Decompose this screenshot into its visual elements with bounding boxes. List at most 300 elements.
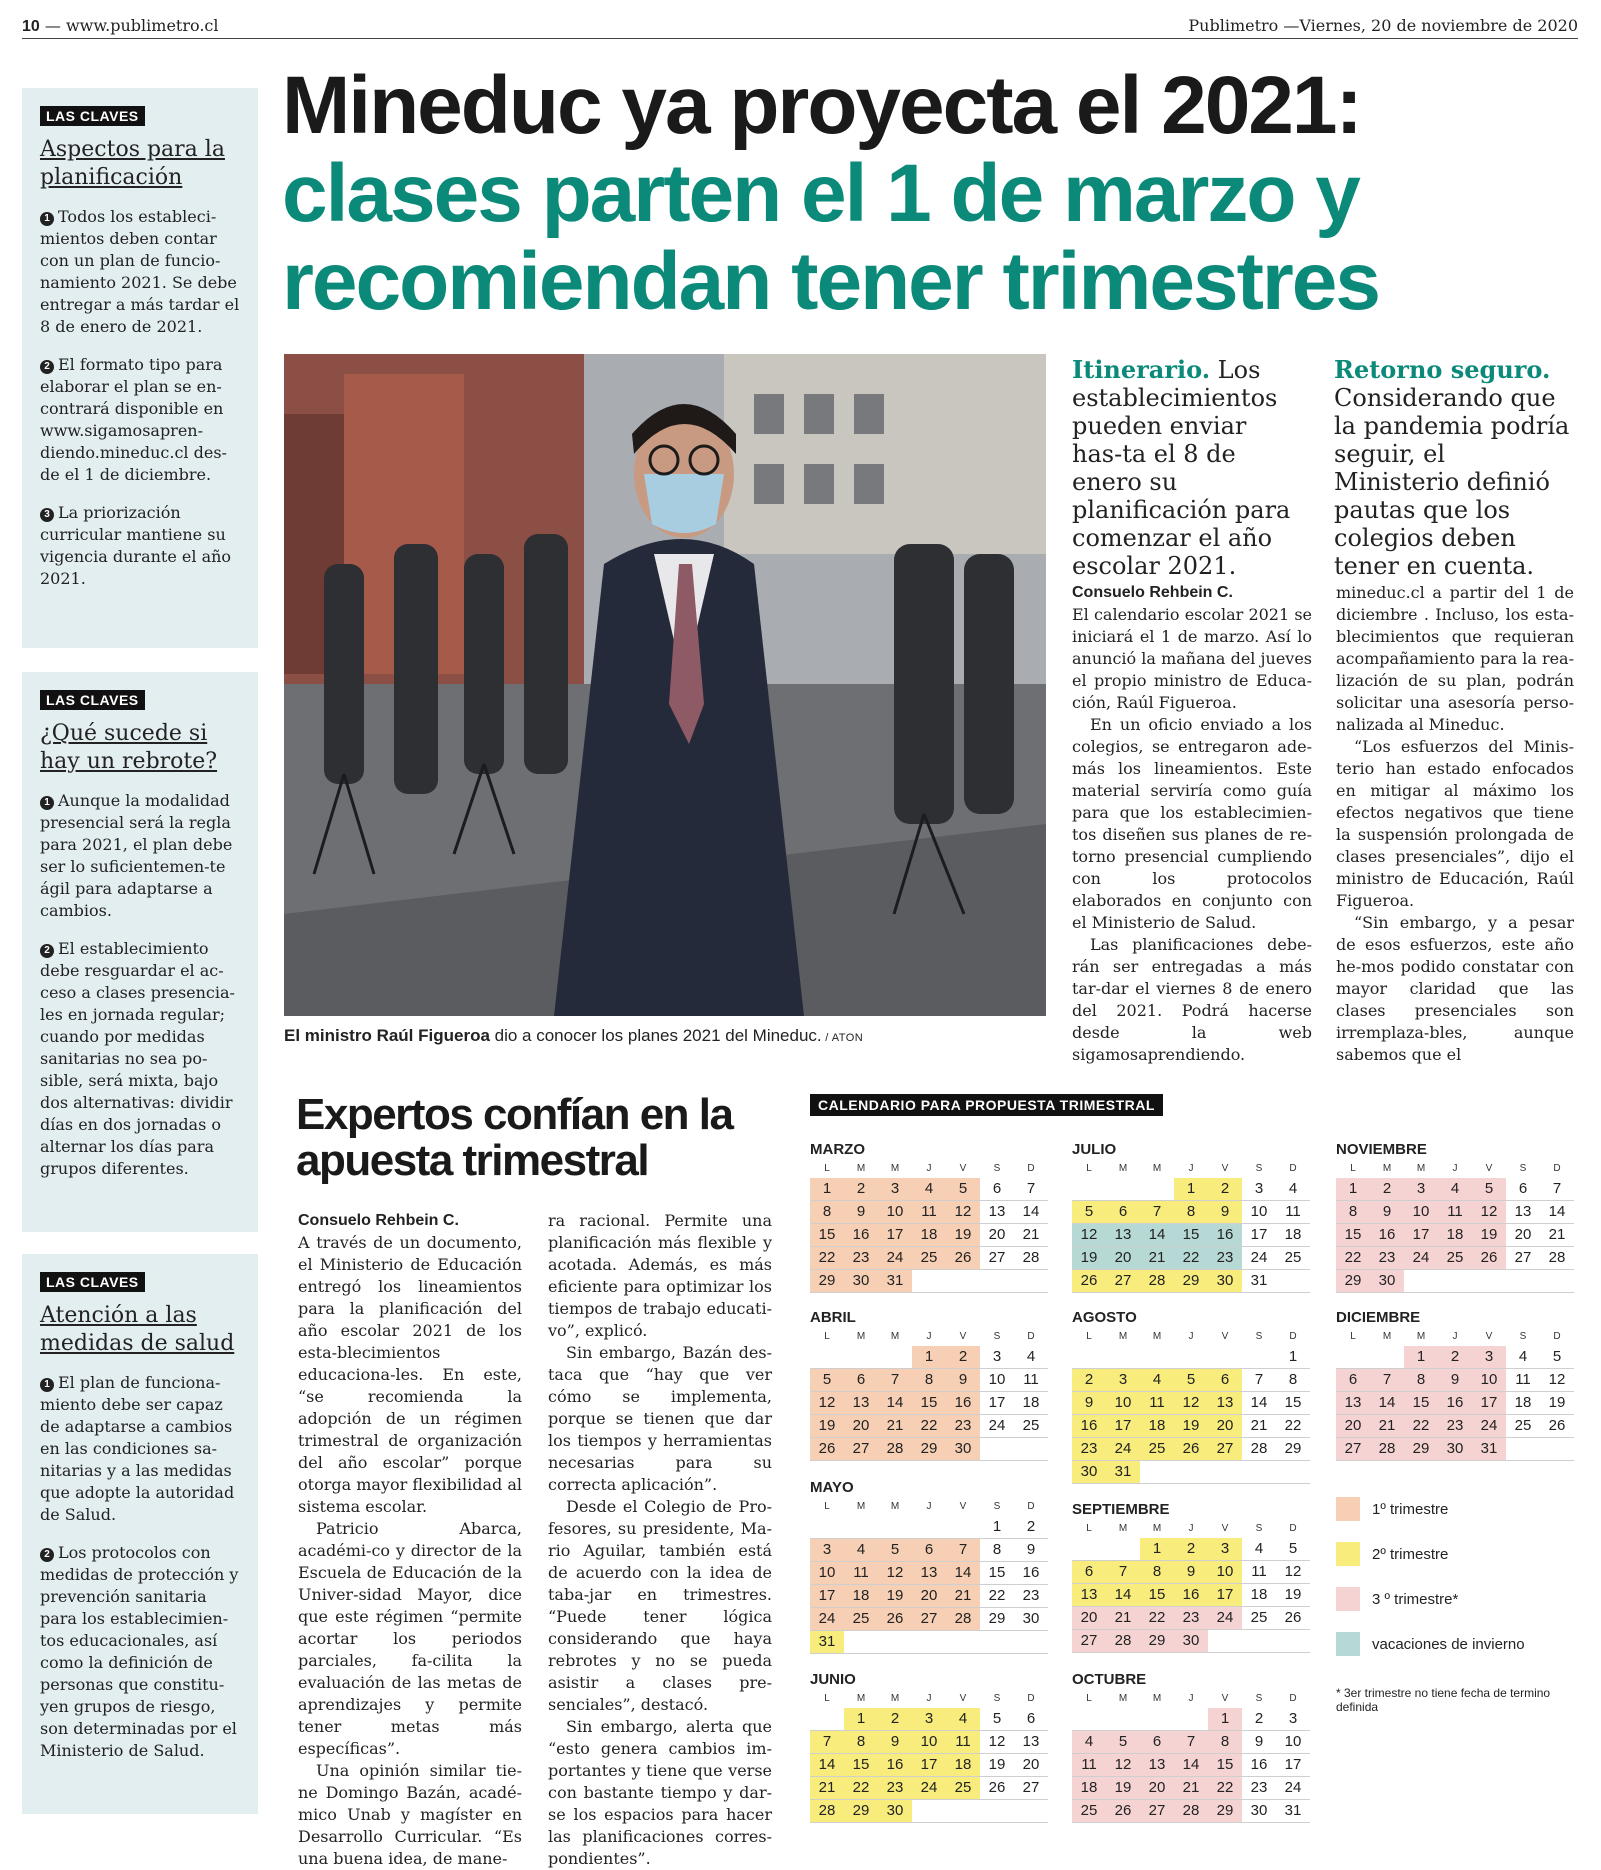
weekday-label: D bbox=[1289, 1331, 1297, 1342]
calendar-empty-cell bbox=[1106, 1178, 1140, 1201]
page-header: 10 — www.publimetro.cl Publimetro —Viernes, 20 de noviembre de 2020 bbox=[22, 14, 1578, 39]
calendar-empty-cell bbox=[844, 1631, 878, 1654]
calendar-month-abril bbox=[810, 1308, 1048, 1461]
paragraph: Sin embargo, alerta que “esto genera cambios im-portantes y tiene que verse con bastante tiempo y dar-se los espacios para hacer las planificaciones corres-pondientes”. bbox=[548, 1717, 772, 1868]
calendar-day: 19 bbox=[1174, 1415, 1208, 1438]
bullet-2-icon: 2 bbox=[40, 1548, 54, 1562]
byline: Consuelo Rehbein C. bbox=[298, 1212, 459, 1229]
calendar-day: 24 bbox=[1404, 1247, 1438, 1270]
calendar-day: 19 bbox=[1276, 1584, 1310, 1607]
article1-column-2 bbox=[1336, 582, 1574, 1064]
calendar-day: 17 bbox=[912, 1754, 946, 1777]
weekday-header bbox=[1336, 1328, 1574, 1346]
calendar-day: 12 bbox=[878, 1562, 912, 1585]
site-url[interactable]: www.publimetro.cl bbox=[65, 16, 219, 35]
calendar-day: 3 bbox=[1242, 1178, 1276, 1201]
calendar-day: 12 bbox=[1276, 1561, 1310, 1584]
weekday-header bbox=[810, 1498, 1048, 1516]
claves-item: 2 El formato tipo para elaborar el plan se en-contrará disponible en www.sigamosapren-diendo.mineduc.cl des-de el 1 de diciembre. bbox=[40, 355, 227, 484]
calendar-day: 5 bbox=[980, 1708, 1014, 1731]
claves-title: Aspectos para la planificación bbox=[40, 137, 225, 190]
paragraph: A través de un documento, el Ministerio de Educación entregó los lineamientos para la planificación del año escolar 2021 de los esta-blecimientos educaciona-les. En este, “se recomienda la adopción de un régimen trimestral de organización del año escolar” porque otorga mayor flexibilidad al sistema escolar. bbox=[298, 1233, 522, 1516]
weekday-label: J bbox=[926, 1693, 932, 1704]
calendar-day: 4 bbox=[1014, 1346, 1048, 1369]
calendar-day: 29 bbox=[1336, 1270, 1370, 1293]
claves-tag: LAS CLAVES bbox=[40, 106, 145, 126]
calendar-day: 27 bbox=[1336, 1438, 1370, 1461]
calendar-day: 3 bbox=[810, 1539, 844, 1562]
calendar-day: 25 bbox=[1072, 1800, 1106, 1823]
calendar-day: 28 bbox=[1370, 1438, 1404, 1461]
calendar-day: 22 bbox=[1276, 1415, 1310, 1438]
calendar-day: 5 bbox=[810, 1369, 844, 1392]
weekday-label: J bbox=[926, 1163, 932, 1174]
calendar-day: 21 bbox=[1014, 1224, 1048, 1247]
weekday-label: M bbox=[1118, 1163, 1128, 1174]
weekday-label: V bbox=[959, 1163, 967, 1174]
calendar-day: 8 bbox=[1404, 1369, 1438, 1392]
calendar-day: 12 bbox=[1472, 1201, 1506, 1224]
calendar-day: 4 bbox=[1276, 1178, 1310, 1201]
weekday-label: V bbox=[959, 1501, 967, 1512]
calendar-empty-cell bbox=[1072, 1178, 1106, 1201]
calendar-day: 13 bbox=[1014, 1731, 1048, 1754]
calendar-empty-cell bbox=[912, 1800, 946, 1823]
calendar-day: 1 bbox=[1174, 1178, 1208, 1201]
legend-item bbox=[1336, 1541, 1525, 1567]
weekday-label: L bbox=[1350, 1331, 1356, 1342]
calendar-day: 2 bbox=[844, 1178, 878, 1201]
calendar-empty-cell bbox=[810, 1346, 844, 1369]
weekday-label: M bbox=[1152, 1163, 1162, 1174]
weekday-label: J bbox=[1188, 1523, 1194, 1534]
calendar-day: 11 bbox=[946, 1731, 980, 1754]
calendar-month-junio bbox=[810, 1670, 1048, 1823]
calendar-day: 24 bbox=[1472, 1415, 1506, 1438]
weekday-label: J bbox=[1188, 1163, 1194, 1174]
weekday-label: V bbox=[959, 1331, 967, 1342]
calendar-day: 12 bbox=[1072, 1224, 1106, 1247]
weekday-label: D bbox=[1027, 1331, 1035, 1342]
calendar-day: 12 bbox=[946, 1201, 980, 1224]
calendar-empty-cell bbox=[1106, 1538, 1140, 1561]
calendar-day: 25 bbox=[1276, 1247, 1310, 1270]
weekday-label: M bbox=[856, 1331, 866, 1342]
calendar-empty-cell bbox=[1014, 1270, 1048, 1293]
calendar-day: 17 bbox=[1242, 1224, 1276, 1247]
calendar-day: 21 bbox=[1106, 1607, 1140, 1630]
bullet-1-icon: 1 bbox=[40, 796, 54, 810]
calendar-day: 23 bbox=[844, 1247, 878, 1270]
calendar-day: 30 bbox=[1014, 1608, 1048, 1631]
weekday-label: M bbox=[1416, 1331, 1426, 1342]
calendar-empty-cell bbox=[1208, 1461, 1242, 1484]
calendar-day: 30 bbox=[1072, 1461, 1106, 1484]
calendar-day: 25 bbox=[946, 1777, 980, 1800]
calendar-day: 22 bbox=[980, 1585, 1014, 1608]
calendar-day: 12 bbox=[980, 1731, 1014, 1754]
paragraph: El calendario escolar 2021 se iniciará el 1 de marzo. Así lo anunció la mañana del jueves el propio ministro de Educa-ción, Raúl Figueroa. bbox=[1072, 605, 1312, 712]
calendar-day: 8 bbox=[1174, 1201, 1208, 1224]
calendar-day: 7 bbox=[1540, 1178, 1574, 1201]
calendar-day: 19 bbox=[946, 1224, 980, 1247]
calendar-day: 3 bbox=[1208, 1538, 1242, 1561]
calendar-day: 31 bbox=[810, 1631, 844, 1654]
calendar-day: 8 bbox=[980, 1539, 1014, 1562]
weekday-label: L bbox=[824, 1693, 830, 1704]
calendar-day: 10 bbox=[810, 1562, 844, 1585]
calendar-empty-cell bbox=[1140, 1346, 1174, 1369]
calendar-empty-cell bbox=[1242, 1461, 1276, 1484]
calendar-day: 14 bbox=[1370, 1392, 1404, 1415]
calendar-day: 13 bbox=[1106, 1224, 1140, 1247]
calendar-day: 3 bbox=[980, 1346, 1014, 1369]
calendar-day: 18 bbox=[1506, 1392, 1540, 1415]
calendar-empty-cell bbox=[878, 1346, 912, 1369]
calendar-day: 1 bbox=[810, 1178, 844, 1201]
calendar-day: 11 bbox=[1140, 1392, 1174, 1415]
calendar-day: 23 bbox=[1208, 1247, 1242, 1270]
lead-text: Los establecimientos pueden enviar has-ta el 8 de enero su planificación para comenzar el año escolar 2021. bbox=[1072, 356, 1291, 580]
calendar-day: 5 bbox=[1540, 1346, 1574, 1369]
calendar-day: 30 bbox=[1174, 1630, 1208, 1653]
calendar-day: 5 bbox=[878, 1539, 912, 1562]
calendar-day: 4 bbox=[1242, 1538, 1276, 1561]
days-grid bbox=[1072, 1708, 1310, 1823]
calendar-day: 3 bbox=[1276, 1708, 1310, 1731]
calendar-empty-cell bbox=[1276, 1630, 1310, 1653]
legend-label: 2º trimestre bbox=[1372, 1545, 1449, 1563]
calendar-empty-cell bbox=[1014, 1800, 1048, 1823]
calendar-day: 6 bbox=[1140, 1731, 1174, 1754]
calendar-day: 22 bbox=[810, 1247, 844, 1270]
calendar-day: 13 bbox=[980, 1201, 1014, 1224]
month-name: MARZO bbox=[810, 1141, 865, 1158]
claves-item: 2 Los protocolos con medidas de protección y prevención sanitaria para los establecimien-tos educacionales, así como la definición de personas que constitu-yen grupos de riesgo, son determinadas por el Ministerio de Salud. bbox=[40, 1543, 239, 1760]
calendar-day: 27 bbox=[1014, 1777, 1048, 1800]
weekday-label: M bbox=[1118, 1331, 1128, 1342]
calendar-day: 20 bbox=[1336, 1415, 1370, 1438]
claves-item: 1 El plan de funciona-miento debe ser capaz de adaptarse a cambios en las condiciones sa-nitarias y a las medidas que adopte la autoridad de Salud. bbox=[40, 1373, 235, 1524]
paragraph: Patricio Abarca, académi-co y director de la Escuela de Educación de la Univer-sidad Mayor, dice que este régimen “permite acortar los periodos parciales, fa-cilita la evaluación de las metas de aprendizajes y permite tener metas más específicas”. bbox=[298, 1519, 522, 1758]
calendar-day: 31 bbox=[878, 1270, 912, 1293]
calendar-day: 28 bbox=[878, 1438, 912, 1461]
weekday-label: L bbox=[1086, 1693, 1092, 1704]
calendar-day: 18 bbox=[1276, 1224, 1310, 1247]
calendar-day: 10 bbox=[1472, 1369, 1506, 1392]
paragraph: Una opinión similar tie-ne Domingo Bazán, acadé-mico Unab y magíster en Desarrollo Curricular. “Es una buena idea, de mane- bbox=[298, 1761, 522, 1868]
calendar-day: 10 bbox=[1208, 1561, 1242, 1584]
calendar-day: 6 bbox=[1208, 1369, 1242, 1392]
calendar-empty-cell bbox=[1140, 1461, 1174, 1484]
calendar-day: 23 bbox=[1438, 1415, 1472, 1438]
calendar-empty-cell bbox=[980, 1438, 1014, 1461]
calendar-empty-cell bbox=[1072, 1708, 1106, 1731]
calendar-day: 22 bbox=[1140, 1607, 1174, 1630]
calendar-day: 2 bbox=[946, 1346, 980, 1369]
claves-tag: LAS CLAVES bbox=[40, 1272, 145, 1292]
calendar-day: 22 bbox=[1208, 1777, 1242, 1800]
weekday-label: J bbox=[926, 1501, 932, 1512]
calendar-day: 6 bbox=[1014, 1708, 1048, 1731]
calendar-day: 1 bbox=[1336, 1178, 1370, 1201]
calendar-day: 20 bbox=[1072, 1607, 1106, 1630]
calendar-day: 24 bbox=[912, 1777, 946, 1800]
calendar-day: 12 bbox=[1540, 1369, 1574, 1392]
calendar-day: 26 bbox=[1106, 1800, 1140, 1823]
calendar-empty-cell bbox=[1208, 1346, 1242, 1369]
calendar-empty-cell bbox=[1106, 1346, 1140, 1369]
calendar-day: 26 bbox=[1276, 1607, 1310, 1630]
days-grid bbox=[1072, 1346, 1310, 1484]
calendar-day: 20 bbox=[1014, 1754, 1048, 1777]
calendar-day: 14 bbox=[1174, 1754, 1208, 1777]
calendar-month-noviembre bbox=[1336, 1140, 1574, 1293]
calendar-day: 18 bbox=[844, 1585, 878, 1608]
calendar-day: 28 bbox=[946, 1608, 980, 1631]
calendar-day: 6 bbox=[1336, 1369, 1370, 1392]
calendar-day: 2 bbox=[1242, 1708, 1276, 1731]
days-grid bbox=[810, 1708, 1048, 1823]
calendar-day: 30 bbox=[844, 1270, 878, 1293]
claves-box-1 bbox=[22, 88, 258, 648]
calendar-day: 5 bbox=[1174, 1369, 1208, 1392]
calendar-day: 20 bbox=[1140, 1777, 1174, 1800]
calendar-day: 11 bbox=[1014, 1369, 1048, 1392]
calendar-day: 20 bbox=[912, 1585, 946, 1608]
days-grid bbox=[1336, 1178, 1574, 1293]
calendar-empty-cell bbox=[912, 1631, 946, 1654]
calendar-empty-cell bbox=[1370, 1346, 1404, 1369]
calendar-day: 19 bbox=[980, 1754, 1014, 1777]
weekday-label: S bbox=[1255, 1523, 1263, 1534]
weekday-label: L bbox=[824, 1501, 830, 1512]
calendar-day: 25 bbox=[912, 1247, 946, 1270]
calendar-day: 26 bbox=[980, 1777, 1014, 1800]
calendar-day: 3 bbox=[1404, 1178, 1438, 1201]
calendar-day: 27 bbox=[912, 1608, 946, 1631]
calendar-day: 15 bbox=[1404, 1392, 1438, 1415]
calendar-day: 17 bbox=[810, 1585, 844, 1608]
calendar-day: 21 bbox=[1242, 1415, 1276, 1438]
calendar-empty-cell bbox=[1140, 1178, 1174, 1201]
calendar-month-diciembre bbox=[1336, 1308, 1574, 1461]
calendar-day: 13 bbox=[912, 1562, 946, 1585]
headline-line-2: clases parten el 1 de marzo y bbox=[282, 148, 1359, 239]
weekday-label: J bbox=[1452, 1163, 1458, 1174]
calendar-empty-cell bbox=[1242, 1630, 1276, 1653]
weekday-label: S bbox=[1519, 1163, 1527, 1174]
weekday-label: M bbox=[890, 1693, 900, 1704]
calendar-empty-cell bbox=[946, 1631, 980, 1654]
calendar-day: 28 bbox=[1014, 1247, 1048, 1270]
calendar-day: 7 bbox=[1174, 1731, 1208, 1754]
calendar-day: 8 bbox=[844, 1731, 878, 1754]
legend-item bbox=[1336, 1496, 1525, 1522]
calendar-day: 22 bbox=[912, 1415, 946, 1438]
claves-box-3 bbox=[22, 1254, 258, 1814]
weekday-label: J bbox=[926, 1331, 932, 1342]
calendar-day: 11 bbox=[1242, 1561, 1276, 1584]
calendar-day: 21 bbox=[946, 1585, 980, 1608]
calendar-day: 30 bbox=[1208, 1270, 1242, 1293]
legend-swatch bbox=[1336, 1587, 1360, 1611]
calendar-day: 13 bbox=[844, 1392, 878, 1415]
calendar-month-agosto bbox=[1072, 1308, 1310, 1484]
calendar-day: 7 bbox=[1242, 1369, 1276, 1392]
calendar-day: 2 bbox=[1438, 1346, 1472, 1369]
calendar-day: 20 bbox=[1208, 1415, 1242, 1438]
calendar-empty-cell bbox=[980, 1270, 1014, 1293]
weekday-label: L bbox=[1086, 1523, 1092, 1534]
calendar-empty-cell bbox=[878, 1631, 912, 1654]
weekday-label: M bbox=[856, 1163, 866, 1174]
calendar-day: 4 bbox=[844, 1539, 878, 1562]
calendar-day: 13 bbox=[1140, 1754, 1174, 1777]
calendar-day: 16 bbox=[1370, 1224, 1404, 1247]
weekday-label: M bbox=[1152, 1331, 1162, 1342]
calendar-day: 11 bbox=[1072, 1754, 1106, 1777]
calendar-day: 28 bbox=[1540, 1247, 1574, 1270]
caption-bold: El ministro Raúl Figueroa bbox=[284, 1026, 490, 1045]
calendar-day: 10 bbox=[1106, 1392, 1140, 1415]
calendar-empty-cell bbox=[1540, 1270, 1574, 1293]
claves-item: 1 Todos los estableci-mientos deben contar con un plan de funcio-namiento 2021. Se debe entregar a más tardar el 8 de enero de 2021. bbox=[40, 207, 240, 336]
calendar-day: 22 bbox=[844, 1777, 878, 1800]
calendar-empty-cell bbox=[912, 1270, 946, 1293]
paragraph: Las planificaciones debe-rán ser entregadas a más tar-dar el viernes 8 de enero del 2021. Podrá hacerse desde la web sigamosaprendiendo. bbox=[1072, 935, 1312, 1064]
calendar-month-marzo bbox=[810, 1140, 1048, 1293]
calendar-day: 27 bbox=[1506, 1247, 1540, 1270]
article2-column-2 bbox=[548, 1210, 772, 1868]
calendar-empty-cell bbox=[1276, 1461, 1310, 1484]
calendar-day: 28 bbox=[1140, 1270, 1174, 1293]
calendar-empty-cell bbox=[1208, 1630, 1242, 1653]
weekday-label: D bbox=[1289, 1523, 1297, 1534]
calendar-empty-cell bbox=[1506, 1270, 1540, 1293]
weekday-label: S bbox=[993, 1163, 1001, 1174]
calendar-day: 16 bbox=[1208, 1224, 1242, 1247]
calendar-day: 23 bbox=[1174, 1607, 1208, 1630]
calendar-empty-cell bbox=[1072, 1538, 1106, 1561]
calendar-day: 21 bbox=[1140, 1247, 1174, 1270]
calendar-day: 9 bbox=[1072, 1392, 1106, 1415]
calendar-day: 27 bbox=[1106, 1270, 1140, 1293]
calendar-day: 20 bbox=[980, 1224, 1014, 1247]
calendar-day: 24 bbox=[878, 1247, 912, 1270]
month-name: JULIO bbox=[1072, 1141, 1117, 1158]
claves-title: ¿Qué sucede si hay un rebrote? bbox=[40, 721, 218, 774]
calendar-empty-cell bbox=[946, 1516, 980, 1539]
calendar-title: CALENDARIO PARA PROPUESTA TRIMESTRAL bbox=[810, 1094, 1163, 1116]
calendar-day: 2 bbox=[1072, 1369, 1106, 1392]
paragraph: mineduc.cl a partir del 1 de diciembre . Incluso, los esta-blecimientos que requieran acompañamiento para la rea-lización de su plan, podrán solicitar una asesoría perso-nalizada al Mineduc. bbox=[1336, 583, 1574, 734]
calendar-day: 11 bbox=[1438, 1201, 1472, 1224]
calendar-day: 15 bbox=[1208, 1754, 1242, 1777]
weekday-label: V bbox=[1485, 1163, 1493, 1174]
calendar-day: 24 bbox=[1242, 1247, 1276, 1270]
calendar-day: 10 bbox=[980, 1369, 1014, 1392]
calendar-day: 8 bbox=[810, 1201, 844, 1224]
weekday-label: M bbox=[1118, 1693, 1128, 1704]
calendar-empty-cell bbox=[1106, 1708, 1140, 1731]
calendar-day: 31 bbox=[1472, 1438, 1506, 1461]
calendar-day: 24 bbox=[810, 1608, 844, 1631]
calendar-day: 18 bbox=[912, 1224, 946, 1247]
calendar-day: 30 bbox=[1242, 1800, 1276, 1823]
calendar-day: 3 bbox=[878, 1178, 912, 1201]
calendar-day: 7 bbox=[1106, 1561, 1140, 1584]
calendar-day: 1 bbox=[1276, 1346, 1310, 1369]
calendar-day: 18 bbox=[1014, 1392, 1048, 1415]
calendar-empty-cell bbox=[810, 1516, 844, 1539]
calendar-day: 8 bbox=[1336, 1201, 1370, 1224]
calendar-day: 3 bbox=[912, 1708, 946, 1731]
days-grid bbox=[1072, 1178, 1310, 1293]
calendar-day: 16 bbox=[946, 1392, 980, 1415]
calendar-day: 6 bbox=[980, 1178, 1014, 1201]
calendar-day: 1 bbox=[1208, 1708, 1242, 1731]
calendar-day: 5 bbox=[1472, 1178, 1506, 1201]
calendar-day: 29 bbox=[810, 1270, 844, 1293]
legend-label: vacaciones de invierno bbox=[1372, 1635, 1525, 1653]
legend-swatch bbox=[1336, 1632, 1360, 1656]
calendar-empty-cell bbox=[1174, 1346, 1208, 1369]
calendar-day: 1 bbox=[1404, 1346, 1438, 1369]
calendar-empty-cell bbox=[1140, 1708, 1174, 1731]
weekday-header bbox=[1072, 1328, 1310, 1346]
calendar-day: 2 bbox=[1174, 1538, 1208, 1561]
calendar-month-octubre bbox=[1072, 1670, 1310, 1823]
weekday-label: V bbox=[1485, 1331, 1493, 1342]
weekday-label: L bbox=[1086, 1163, 1092, 1174]
calendar-day: 25 bbox=[1140, 1438, 1174, 1461]
calendar-day: 9 bbox=[844, 1201, 878, 1224]
calendar-day: 11 bbox=[844, 1562, 878, 1585]
calendar-day: 6 bbox=[912, 1539, 946, 1562]
weekday-label: V bbox=[1221, 1331, 1229, 1342]
calendar-day: 25 bbox=[1014, 1415, 1048, 1438]
photo-credit: / ATON bbox=[821, 1032, 864, 1044]
weekday-label: D bbox=[1027, 1163, 1035, 1174]
calendar-day: 15 bbox=[1174, 1224, 1208, 1247]
calendar-day: 21 bbox=[1540, 1224, 1574, 1247]
calendar-month-julio bbox=[1072, 1140, 1310, 1293]
weekday-label: D bbox=[1027, 1501, 1035, 1512]
calendar-day: 12 bbox=[810, 1392, 844, 1415]
calendar-day: 5 bbox=[1276, 1538, 1310, 1561]
paragraph: En un oficio enviado a los colegios, se entregaron ade-más los lineamientos. Este material serviría como guía para que los establecimien-tos diseñen sus planes de re-torno presencial cumpliendo con los protocolos elaborados en conjunto con el Ministerio de Salud. bbox=[1072, 715, 1312, 932]
calendar-day: 3 bbox=[1472, 1346, 1506, 1369]
byline: Consuelo Rehbein C. bbox=[1072, 584, 1233, 601]
calendar-day: 8 bbox=[1140, 1561, 1174, 1584]
calendar-day: 20 bbox=[1106, 1247, 1140, 1270]
calendar-empty-cell bbox=[1072, 1346, 1106, 1369]
caption-text: dio a conocer los planes 2021 del Mineduc. bbox=[489, 1026, 822, 1045]
calendar-day: 17 bbox=[1208, 1584, 1242, 1607]
calendar-empty-cell bbox=[1506, 1438, 1540, 1461]
calendar-day: 27 bbox=[844, 1438, 878, 1461]
calendar-day: 29 bbox=[912, 1438, 946, 1461]
calendar-day: 16 bbox=[1014, 1562, 1048, 1585]
legend-swatch bbox=[1336, 1497, 1360, 1521]
month-name: NOVIEMBRE bbox=[1336, 1141, 1427, 1158]
article2-column-1 bbox=[298, 1210, 522, 1868]
headline-line-3: recomiendan tener trimestres bbox=[282, 236, 1380, 327]
calendar-day: 4 bbox=[946, 1708, 980, 1731]
calendar-day: 29 bbox=[1404, 1438, 1438, 1461]
legend-label: 1º trimestre bbox=[1372, 1500, 1449, 1518]
